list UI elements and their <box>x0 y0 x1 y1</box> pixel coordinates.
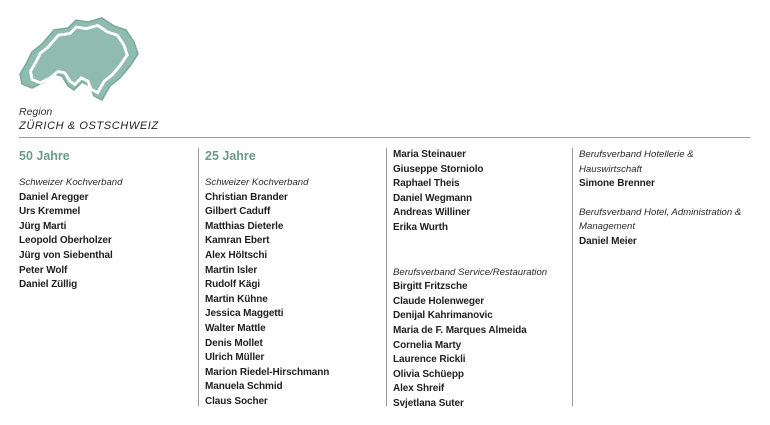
name-item: Andreas Williner <box>393 207 471 219</box>
name-item: Peter Wolf <box>19 264 68 276</box>
name-item: Olivia Schüepp <box>393 368 464 380</box>
name-item: Erika Wurth <box>393 221 448 233</box>
name-item: Cornelia Marty <box>393 339 462 351</box>
column-continued <box>386 148 568 409</box>
column-heading: 50 Jahre <box>19 149 70 163</box>
category-label: Berufsverband Service/Restauration <box>393 266 548 278</box>
name-item: Daniel Meier <box>579 235 637 247</box>
region-label: Region <box>19 106 53 118</box>
name-item: Marion Riedel-Hirschmann <box>205 366 330 378</box>
name-item: Martin Isler <box>205 264 258 276</box>
name-item: Svjetlana Suter <box>393 397 464 409</box>
name-item: Laurence Rickli <box>393 354 466 366</box>
name-item: Birgitt Fritzsche <box>393 281 468 293</box>
name-item: Leopold Oberholzer <box>19 235 112 247</box>
name-item: Christian Brander <box>205 191 288 203</box>
name-item: Denijal Kahrimanovic <box>393 310 493 322</box>
name-item: Daniel Wegmann <box>393 192 472 204</box>
name-item: Matthias Dieterle <box>205 220 284 232</box>
category-label: Schweizer Kochverband <box>205 177 309 188</box>
column-50-jahre <box>19 148 189 293</box>
name-item: Giuseppe Storniolo <box>393 163 484 175</box>
name-item: Daniel Aregger <box>19 191 89 203</box>
name-item: Claude Holenweger <box>393 295 485 307</box>
name-item: Maria Steinauer <box>393 149 466 160</box>
name-item: Jessica Maggetti <box>205 308 284 320</box>
name-item: Manuela Schmid <box>205 381 283 393</box>
name-item: Simone Brenner <box>579 178 655 190</box>
category-label: Berufsverband Hotellerie & Hauswirtschaft <box>579 149 694 175</box>
name-item: Claus Socher <box>205 395 268 407</box>
name-item: Alex Shreif <box>393 383 445 395</box>
name-item: Gilbert Caduff <box>205 206 271 218</box>
name-item: Urs Kremmel <box>19 206 81 218</box>
name-item: Rudolf Kägi <box>205 279 261 291</box>
region-name: ZÜRICH & OSTSCHWEIZ <box>19 120 159 132</box>
switzerland-map-icon <box>16 16 140 102</box>
header-divider <box>19 137 750 138</box>
name-item: Jürg Marti <box>19 220 67 232</box>
name-item: Martin Kühne <box>205 293 268 305</box>
name-item: Alex Höltschi <box>205 249 268 261</box>
name-item: Kamran Ebert <box>205 235 270 247</box>
column-berufsverbaende <box>572 148 749 406</box>
category-label: Schweizer Kochverband <box>19 177 123 188</box>
name-item: Jürg von Siebenthal <box>19 249 113 261</box>
category-label: Berufsverband Hotel, Administration & Management <box>579 206 742 233</box>
name-item: Daniel Züllig <box>19 279 78 291</box>
name-item: Raphael Theis <box>393 178 460 190</box>
name-item: Denis Mollet <box>205 337 263 349</box>
column-heading: 25 Jahre <box>205 149 256 163</box>
name-item: Ulrich Müller <box>205 352 265 364</box>
name-item: Walter Mattle <box>205 322 266 334</box>
name-item: Maria de F. Marques Almeida <box>393 324 527 336</box>
column-25-jahre <box>198 148 380 406</box>
